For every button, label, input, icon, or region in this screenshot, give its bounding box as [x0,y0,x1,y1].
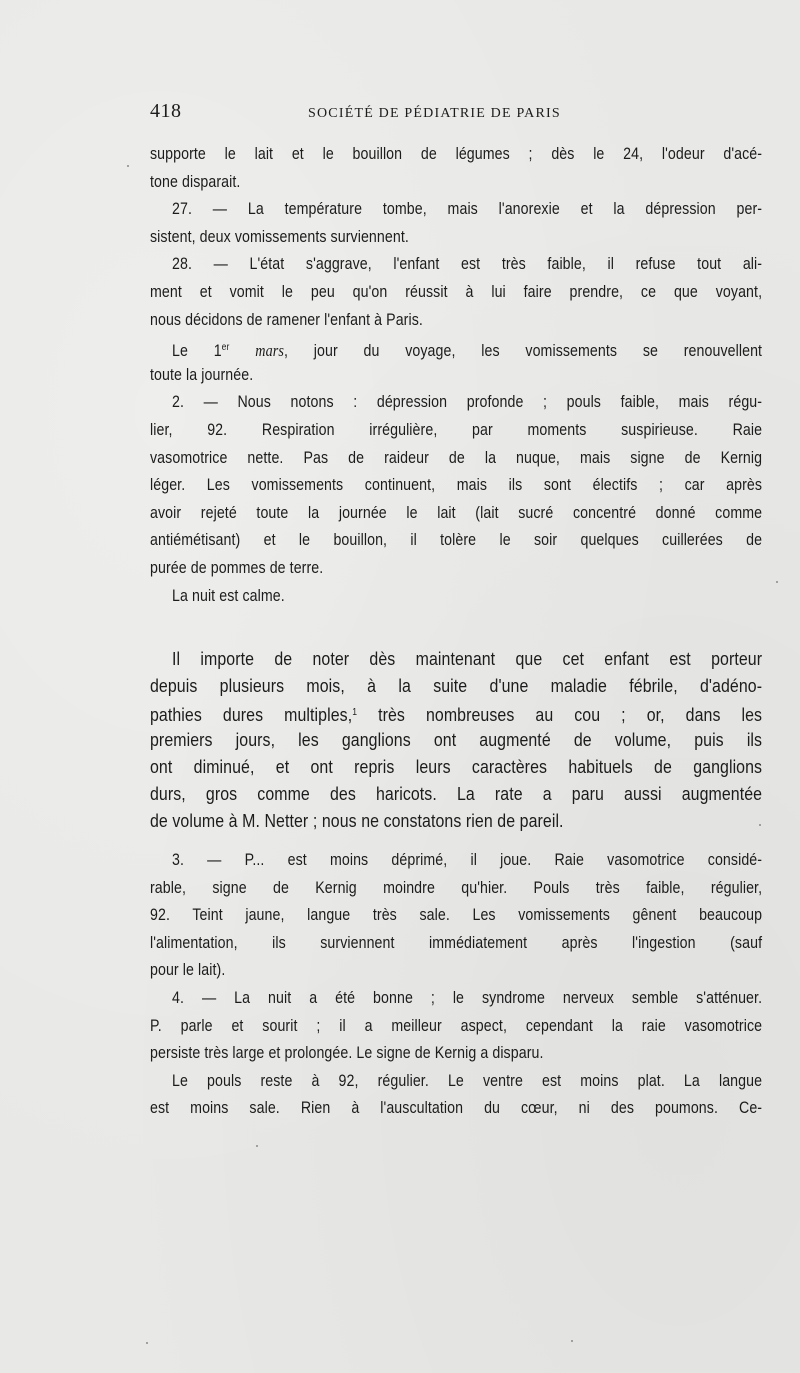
text-line: toute la journée. [150,365,254,384]
page-number: 418 [150,100,182,122]
text-line: 92. Teint jaune, langue très sale. Les vomissements gênent beaucoup [150,906,763,925]
text-line: rable, signe de Kernig moindre qu'hier. Pouls très faible, régulier, [150,878,763,897]
clinical-notes-section-a [150,141,762,610]
text-line: léger. Les vomissements continuent, mais ils sont électifs ; car après [150,476,763,495]
text-line: est moins sale. Rien à l'auscultation du cœur, ni des poumons. Ce- [150,1099,763,1118]
text-line: pour le lait). [150,961,226,980]
remark-paragraph [150,645,762,834]
paragraph-day-28: 28. — L'état s'aggrave, l'enfant est très faible, il refuse tout ali- [172,255,763,274]
text-line: durs, gros comme des haricots. La rate a paru aussi augmentée [150,783,763,804]
text-line: supporte le lait et le bouillon de légumes ; dès le 24, l'odeur d'acé- [150,145,763,163]
scan-speck [146,1342,148,1344]
text-line: premiers jours, les ganglions ont augmenté de volume, puis ils [150,729,763,750]
text-line: ment et vomit le peu qu'on réussit à lui faire prendre, ce que voyant, [150,282,763,301]
footnote-marker: 1 [352,707,358,718]
text-line: purée de pommes de terre. [150,558,324,577]
paragraph-nuit-calme: La nuit est calme. [172,586,285,605]
text-line: tone disparait. [150,172,241,191]
scan-speck [571,1340,573,1342]
text-line: persiste très large et prolongée. Le signe de Kernig a disparu. [150,1044,544,1063]
scan-speck [776,581,778,583]
text-line: l'alimentation, ils surviennent immédiatement après l'ingestion (sauf [150,933,763,952]
superscript-er: er [221,342,230,354]
scan-speck [256,1145,258,1147]
text-line: pathies dures multiples,$^1$ très nombreuses au cou ; or, dans les [150,704,763,725]
text-line: antiémétisant) et le bouillon, il tolère le soir quelques cuillerées de [150,531,763,550]
paragraph-day-4: 4. — La nuit a été bonne ; le syndrome nerveux semble s'atténuer. [172,988,763,1007]
text-line: P. parle et sourit ; il a meilleur aspect, cependant la raie vasomotrice [150,1016,763,1035]
text-line: avoir rejeté toute la journée le lait (lait sucré concentré donné comme [150,503,763,522]
text-line: de volume à M. Netter ; nous ne constatons rien de pareil. [150,810,564,831]
paragraph-1er-mars: Le 1er mars, jour du voyage, les vomissements se renouvellent [172,341,763,361]
scan-speck [127,165,129,167]
page-header [150,100,762,126]
text-line: depuis plusieurs mois, à la suite d'une maladie fébrile, d'adéno- [150,675,763,696]
italic-mars: mars [255,341,284,361]
paragraph-day-27: 27. — La température tombe, mais l'anorexie et la dépression per- [172,200,763,219]
paragraph-pouls: Le pouls reste à 92, régulier. Le ventre est moins plat. La langue [172,1071,763,1090]
text-line: sistent, deux vomissements surviennent. [150,227,409,246]
text-line: lier, 92. Respiration irrégulière, par moments suspirieuse. Raie [150,420,763,439]
running-title: SOCIÉTÉ DE PÉDIATRIE DE PARIS [308,106,561,121]
text-line: nous décidons de ramener l'enfant à Paris. [150,310,423,329]
scan-speck [759,824,761,826]
clinical-notes-section-c [150,847,762,1123]
text-line: Il importe de noter dès maintenant que cet enfant est porteur [172,648,763,669]
paragraph-day-2: 2. — Nous notons : dépression profonde ; pouls faible, mais régu- [172,393,763,412]
text-line: ont diminué, et ont repris leurs caractères habituels de ganglions [150,756,763,777]
text-line: vasomotrice nette. Pas de raideur de la nuque, mais signe de Kernig [150,448,763,467]
paragraph-day-3: 3. — P... est moins déprimé, il joue. Raie vasomotrice considé- [172,851,763,869]
